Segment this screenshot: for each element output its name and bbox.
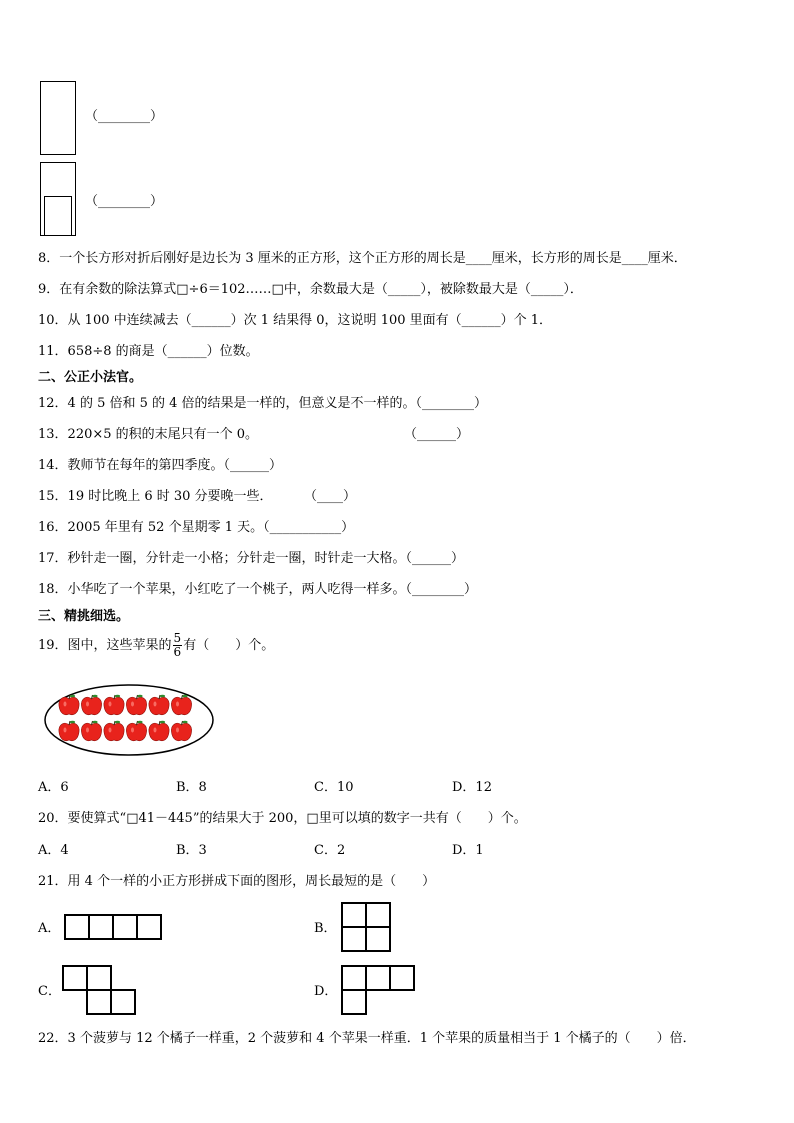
question-21-option-c: C． [38,984,61,999]
apple-icon [149,695,169,715]
question-11: 11．658÷8 的商是（______）位数。 [38,344,259,359]
figure-2-answer-blank: （________） [85,194,164,209]
question-15: 15．19 时比晚上 6 时 30 分要晚一些． [38,489,273,504]
fraction-five-sixths [173,632,183,659]
apple-icon [171,721,191,741]
apple-icon [81,721,101,741]
apple-icon [81,695,101,715]
section-2-heading: 二、公正小法官。 [38,370,143,385]
apple-icon [59,695,79,715]
question-21: 21．用 4 个一样的小正方形拼成下面的图形，周长最短的是（ ） [38,874,436,889]
question-13-answer: （______） [404,427,470,442]
question-19-option-a: A．6 [38,780,69,795]
question-18: 18．小华吃了一个苹果，小红吃了一个桃子，两人吃得一样多。（________） [38,582,478,597]
question-13: 13．220×5 的积的末尾只有一个 0。 [38,427,259,442]
question-17: 17．秒针走一圈，分针走一小格；分针走一圈，时针走一大格。（______） [38,551,465,566]
question-22: 22．3 个菠萝与 12 个橘子一样重，2 个菠萝和 4 个苹果一样重．1 个苹果的质量相当于 1 个橘子的（ ）倍． [38,1031,696,1046]
apple-icon [59,721,79,741]
apples-ellipse-figure [44,684,216,758]
question-10: 10．从 100 中连续减去（______）次 1 结果得 0，这说明 100 里面有（______）个 1． [38,313,553,328]
apple-icon [104,721,124,741]
question-21-option-b: B． [314,921,337,936]
fraction-numerator: 5 [173,631,182,645]
fraction-denominator: 6 [173,645,182,659]
apple-icon [126,695,146,715]
question-20: 20．要使算式“□41－445”的结果大于 200，□里可以填的数字一共有（ ）个。 [38,811,527,826]
shape-b-square-2x2 [341,902,393,954]
figure-1-answer-blank: （________） [85,109,164,124]
question-19-option-b: B．8 [176,780,207,795]
question-20-option-c: C．2 [314,843,346,858]
question-9: 9．在有余数的除法算式□÷6＝102……□中，余数最大是（_____），被除数最大是（_____）． [38,282,583,297]
section-3-heading: 三、精挑细选。 [38,609,130,624]
rectangle-figure-1 [40,81,77,155]
question-20-option-d: D．1 [452,843,484,858]
question-19-option-c: C．10 [314,780,354,795]
question-21-option-d: D． [314,984,338,999]
apple-icon [171,695,191,715]
question-15-answer: （____） [304,489,357,504]
question-19 [38,629,274,663]
shape-c-zigzag [62,965,138,1017]
question-19-suffix: 有（ ）个。 [183,638,275,653]
apple-icon [104,695,124,715]
question-20-option-a: A．4 [38,843,69,858]
question-12: 12．4 的 5 倍和 5 的 4 倍的结果是一样的，但意义是不一样的。（________） [38,396,488,411]
rectangle-figure-2 [40,162,77,237]
shape-a-four-in-row [64,914,164,942]
question-16: 16．2005 年里有 52 个星期零 1 天。（___________） [38,520,355,535]
shape-d-l-shape [341,965,417,1017]
question-19-option-d: D．12 [452,780,492,795]
question-8: 8．一个长方形对折后刚好是边长为 3 厘米的正方形，这个正方形的周长是____厘米，长方形的周长是____厘米． [38,251,687,266]
question-19-prefix: 19．图中，这些苹果的 [38,638,172,653]
apple-icon [126,721,146,741]
question-14: 14．教师节在每年的第四季度。（______） [38,458,283,473]
question-21-option-a: A． [38,921,61,936]
question-20-option-b: B．3 [176,843,207,858]
apple-icon [149,721,169,741]
